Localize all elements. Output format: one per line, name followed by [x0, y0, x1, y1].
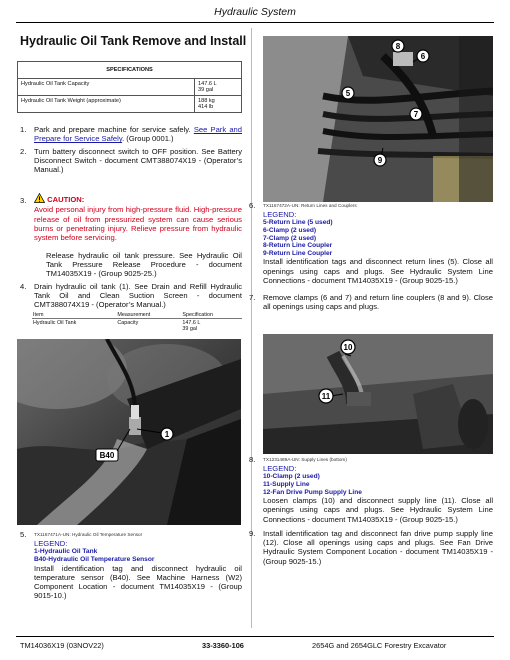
column-header: Item — [32, 311, 116, 319]
capacity-table — [32, 311, 242, 332]
warning-icon — [34, 193, 45, 203]
callout-10: 10 — [343, 343, 353, 352]
legend-item: 6-Clamp (2 used) — [263, 227, 317, 234]
photo-oil-temperature-sensor — [17, 339, 241, 525]
step-6: 6. TX1167472A-UN: Return Lines and Couplers LEGEND: 5-Return Line (5 used) 6-Clamp (2 used) 7-Clamp (2 used) 8-Return Line Coupler 9-Return Line Coupler Install identification tags and disconnect return lines (5). Close all openings using caps and plugs. See Hydraulic System Line Connections - document TM14035X19 - (Group 9025-15.) — [249, 201, 493, 285]
legend-title: LEGEND: — [34, 539, 68, 549]
step-7: 7. Remove clamps (6 and 7) and return line couplers (8 and 9). Close all openings using caps and plugs. — [249, 293, 493, 312]
figure-caption: TX1167472A-UN: Return Lines and Couplers — [263, 203, 357, 208]
step-9: 9. Install identification tag and disconnect fan drive pump supply line (12). Close all openings using caps and plugs. See Fan Drive Hydraulic System Component Location - document TM14035X19 - (Group 9025-15.) — [249, 529, 493, 566]
step-4: 4. Drain hydraulic oil tank (1). See Drain and Refill Hydraulic Tank Oil and Clean Suction Screen - document CMT388074X19 - (Operator’s Manual.) — [20, 282, 242, 310]
column-header: Specification — [181, 311, 242, 319]
step-5-text: Install identification tag and disconnect hydraulic oil temperature sensor (B40). See Machine Harness (W2) Component Location - document TM14035X19 - (Group 9015-10.) — [34, 563, 242, 601]
header-divider — [16, 22, 494, 23]
step-1: 1. Park and prepare machine for service safely. See Park and Prepare for Service Safely. (Group 0001.) — [20, 125, 242, 144]
step-3-text: Release hydraulic oil tank pressure. See Hydraulic Oil Tank Pressure Release Procedure - document TM14035X19 - (Group 9025-25.) — [46, 250, 242, 279]
legend-title: LEGEND: — [263, 464, 297, 474]
page-section-header: Hydraulic System — [214, 6, 296, 18]
legend-item: 8-Return Line Coupler — [263, 242, 333, 250]
callout-b40: B40 — [99, 451, 115, 460]
legend-item: 1-Hydraulic Oil Tank — [34, 548, 98, 556]
spec-label: Hydraulic Oil Tank Weight (approximate) — [18, 96, 195, 113]
spec-value: 147.6 L 39 gal — [195, 79, 242, 96]
callout-11: 11 — [321, 392, 331, 401]
spec-label: Hydraulic Oil Tank Capacity — [18, 79, 195, 96]
callout-9: 9 — [377, 156, 383, 165]
callout-7: 7 — [413, 110, 419, 119]
table-cell: Capacity — [117, 319, 139, 326]
photo-return-lines — [263, 36, 493, 202]
step-3: 3. CAUTION: Avoid personal injury from high-pressure fluid. High-pressure release of oil from pressurized system can cause serious burns or penetrating injury. Relieve pressure from hydraulic system before servicing. Release hydraulic oil tank pressure. See Hydraulic Oil Tank Pressure Release Procedure - document TM14035X19 - (Group 9025-25.) — [20, 195, 242, 279]
footer-divider — [16, 636, 494, 637]
legend-item: B40-Hydraulic Oil Temperature Sensor — [34, 556, 155, 563]
callout-1: 1 — [164, 430, 170, 439]
callout-5: 5 — [345, 89, 351, 98]
table-cell: Hydraulic Oil Tank — [33, 319, 77, 326]
step-5: 5. TX1167471A-UN: Hydraulic Oil Temperature Sensor LEGEND: 1-Hydraulic Oil Tank B40-Hydraulic Oil Temperature Sensor Install identification tag and disconnect hydraulic oil temperature sensor (B40). See Machine Harness (W2) Component Location - document TM14035X19 - (Group 9015-10.) — [20, 530, 242, 601]
footer-document-id: TM14036X19 (03NOV22) — [20, 641, 104, 650]
caution-label: CAUTION: — [47, 195, 85, 204]
figure-caption: TX1231489A-UN: Supply Lines (bottom) — [263, 457, 347, 462]
step-8: 8. TX1231489A-UN: Supply Lines (bottom) LEGEND: 10-Clamp (2 used) 11-Supply Line 12-Fan Drive Pump Supply Line Loosen clamps (10) and disconnect supply line (11). Close all openings using caps and plugs. See Hydraulic System Line Connections - document TM14035X19 - (Group 9025-15.) — [249, 455, 493, 524]
legend-title: LEGEND: — [263, 210, 297, 220]
legend-item: 12-Fan Drive Pump Supply Line — [263, 488, 362, 496]
step-2: 2. Turn battery disconnect switch to OFF position. See Battery Disconnect Switch - document CMT388074X19 - (Operator’s Manual.) — [20, 147, 242, 175]
callout-8: 8 — [395, 42, 401, 51]
footer-machine-model: 2654G and 2654GLC Forestry Excavator — [312, 641, 447, 650]
caution-text: Avoid personal injury from high-pressure fluid. High-pressure release of oil from pressurized system can cause serious burns or penetrating injury. Relieve pressure from hydraulic system before servicing. — [34, 205, 242, 243]
spec-value: 188 kg 414 lb — [195, 96, 242, 113]
footer-page-number: 33-3360-106 — [202, 641, 244, 650]
photo-supply-lines — [263, 334, 493, 454]
table-cell: 147.6 L 39 gal — [182, 319, 201, 332]
legend-item: 9-Return Line Coupler — [263, 249, 333, 257]
page-title: Hydraulic Oil Tank Remove and Install — [20, 34, 247, 48]
legend-item: 5-Return Line (5 used) — [263, 219, 333, 227]
callout-6: 6 — [420, 52, 426, 61]
step-8-text: Loosen clamps (10) and disconnect supply line (11). Close all openings using caps and plugs. See Hydraulic System Line Connections - document TM14035X19 - (Group 9025-15.) — [263, 496, 493, 524]
legend-item: 11-Supply Line — [263, 481, 310, 488]
specifications-heading: SPECIFICATIONS — [18, 62, 242, 79]
park-prepare-link[interactable]: See Park and Prepare for Service Safely — [34, 125, 242, 144]
step-6-text: Install identification tags and disconnect return lines (5). Close all openings using caps and plugs. See Hydraulic System Line Connections - document TM14035X19 - (Group 9025-15.) — [263, 257, 493, 285]
legend-item: 7-Clamp (2 used) — [263, 234, 317, 242]
legend-item: 10-Clamp (2 used) — [263, 473, 320, 481]
column-header: Measurement — [116, 311, 181, 319]
specifications-table — [17, 61, 242, 113]
figure-caption: TX1167471A-UN: Hydraulic Oil Temperature Sensor — [34, 532, 143, 537]
